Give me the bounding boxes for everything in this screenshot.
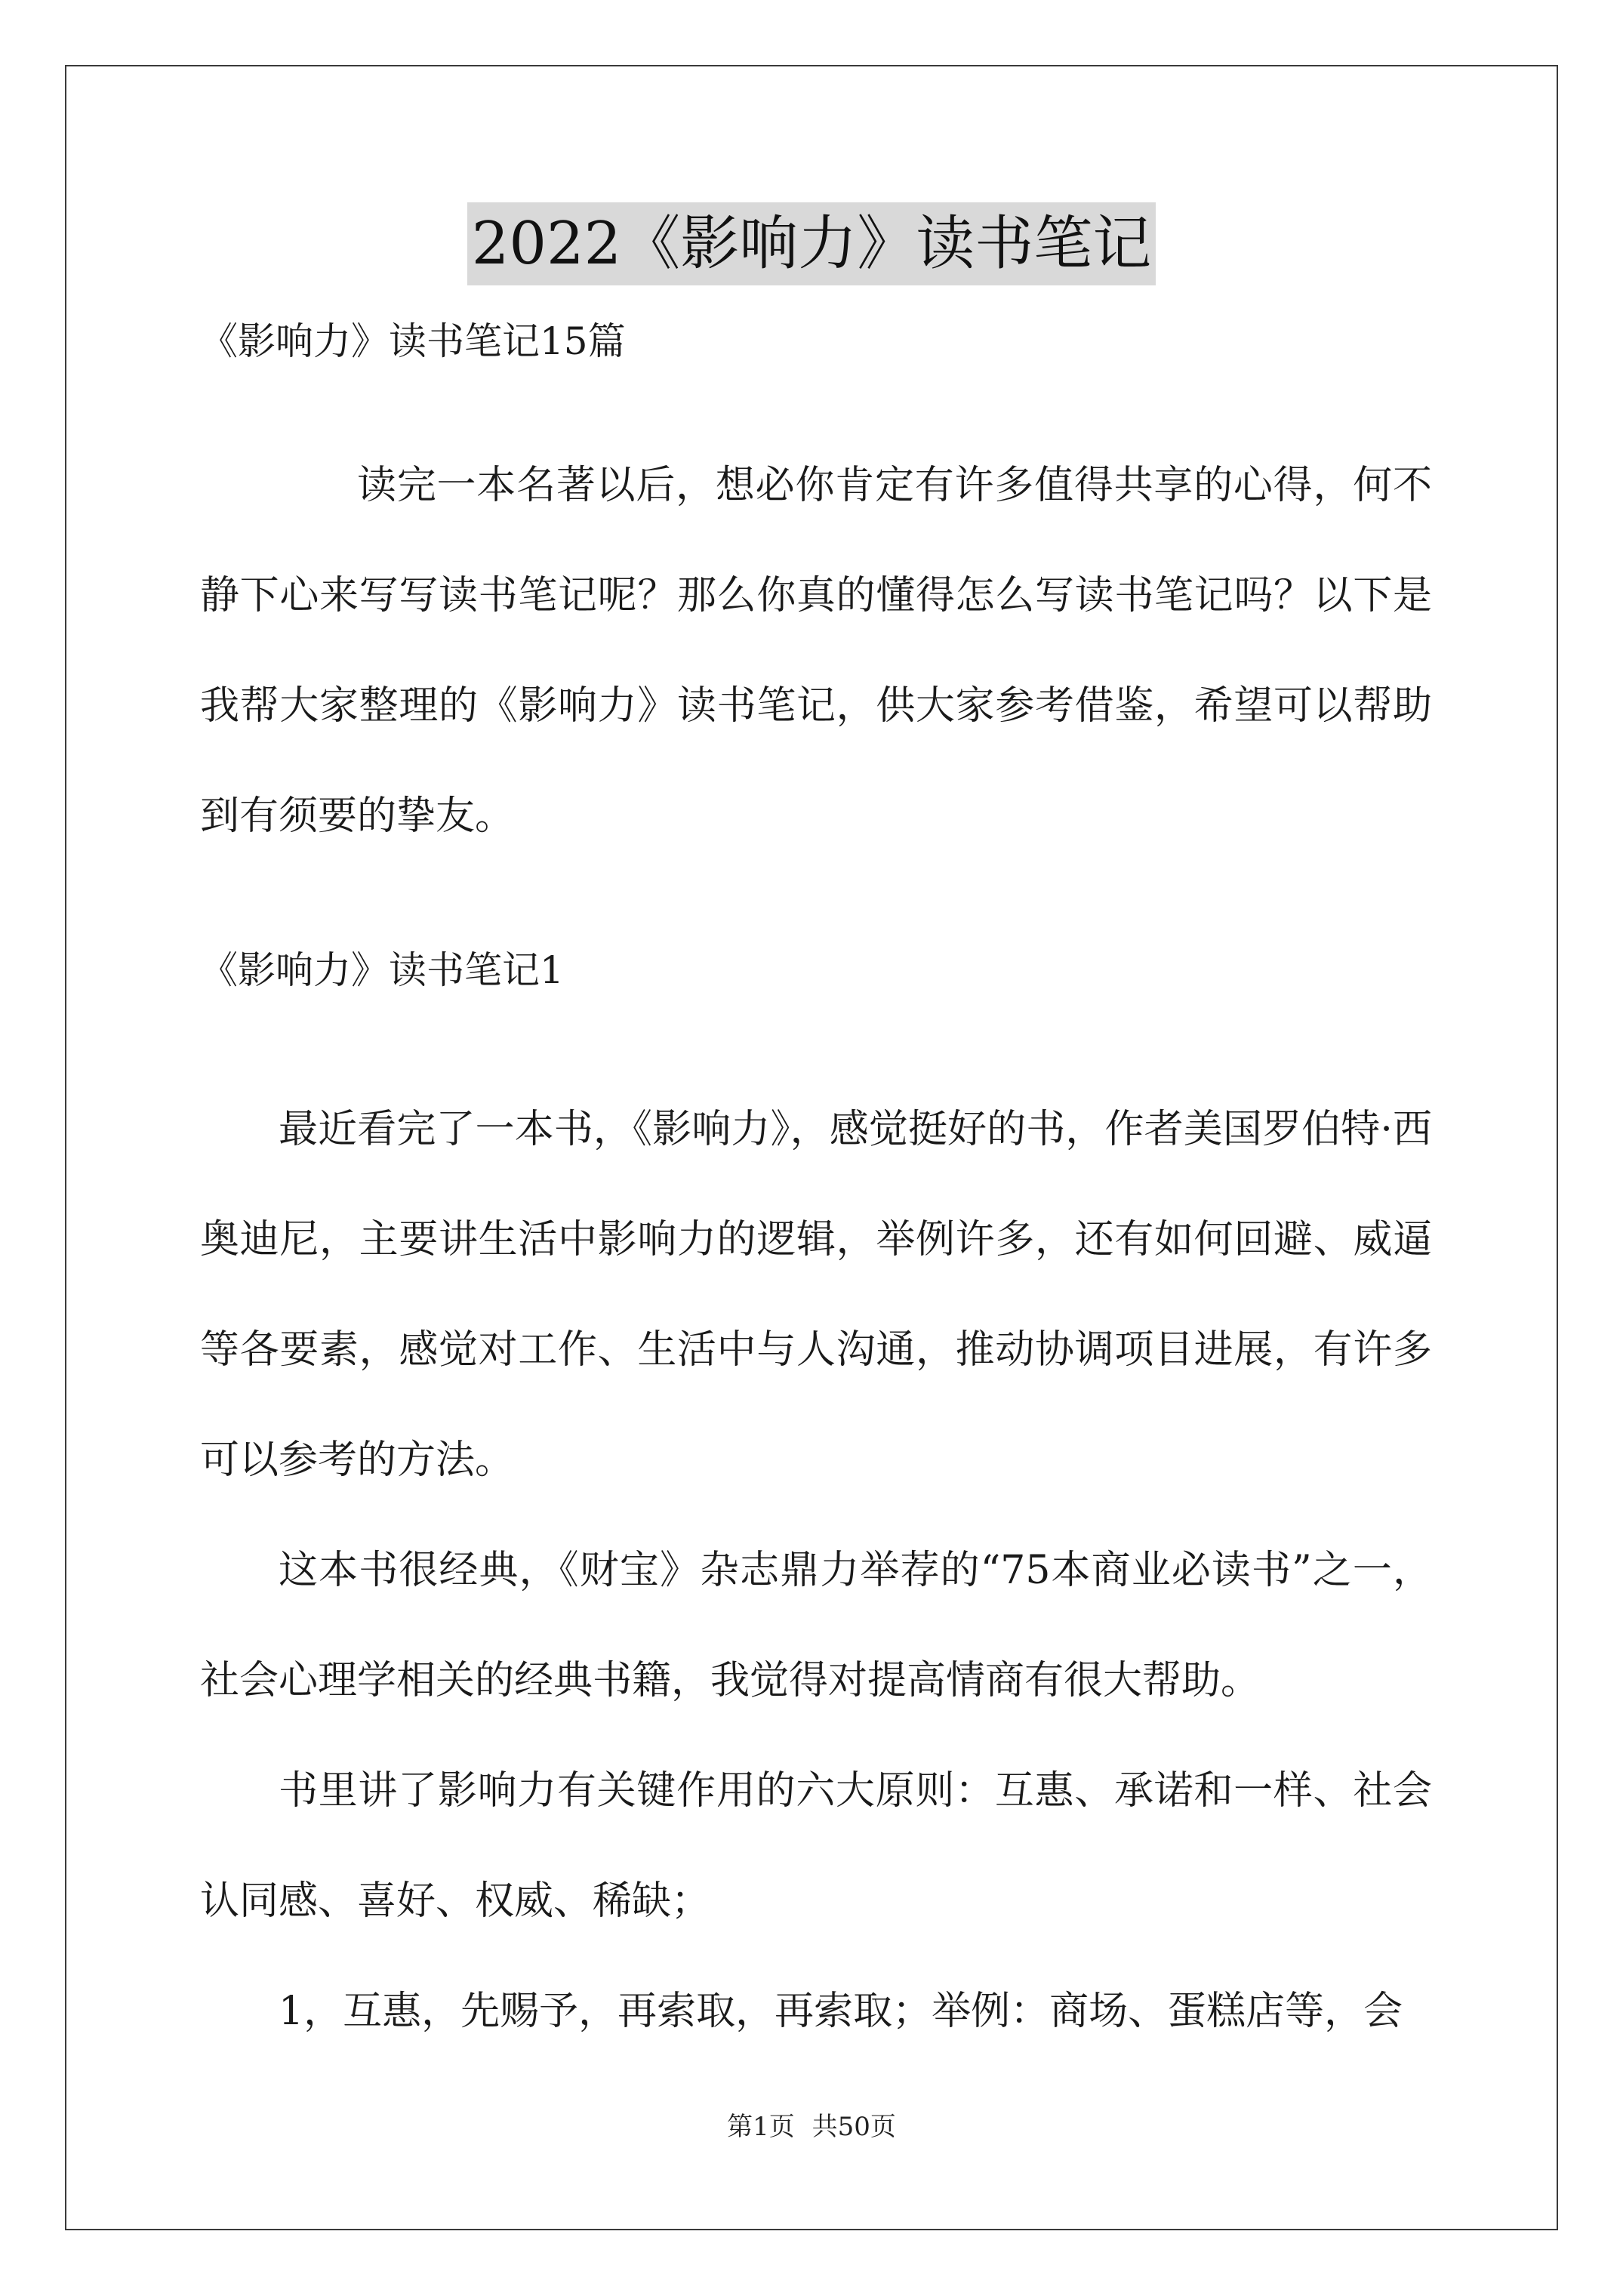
body-paragraph-1: 最近看完了一本书，《影响力》，感觉挺好的书，作者美国罗伯特·西奥迪尼，主要讲生活中影响力的逻辑，举例许多，还有如何回避、威逼等各要素，感觉对工作、生活中与人沟通，推动协调项目进展，有许多可以参考的方法。 xyxy=(200,1107,1432,1483)
body-paragraph-2: 这本书很经典，《财宝》杂志鼎力举荐的“75本商业必读书”之一，社会心理学相关的经典书籍，我觉得对提高情商有很大帮助。 xyxy=(200,1548,1432,1703)
title-container xyxy=(0,202,1623,285)
intro-paragraph: 读完一本名著以后，想必你肯定有许多值得共享的心得，何不静下心来写写读书笔记呢？那么你真的懂得怎么写读书笔记吗？以下是我帮大家整理的《影响力》读书笔记，供大家参考借鉴，希望可以帮助到有须要的挚友。 xyxy=(200,463,1432,839)
body-text xyxy=(200,1074,1432,2066)
intro-block xyxy=(200,430,1432,871)
page-total: 共50页 xyxy=(812,2112,896,2142)
page-footer xyxy=(0,2108,1623,2146)
body-paragraph-3: 书里讲了影响力有关键作用的六大原则：互惠、承诺和一样、社会认同感、喜好、权威、稀缺； xyxy=(200,1768,1432,1924)
document-title: 2022《影响力》读书笔记 xyxy=(467,202,1156,285)
subtitle-collection: 《影响力》读书笔记15篇 xyxy=(200,319,626,363)
subtitle-note-1: 《影响力》读书笔记1 xyxy=(200,948,564,992)
page-number: 第1页 xyxy=(727,2112,795,2142)
body-paragraph-4: 1，互惠，先赐予，再索取，再索取；举例：商场、蛋糕店等，会 xyxy=(279,1989,1403,2034)
